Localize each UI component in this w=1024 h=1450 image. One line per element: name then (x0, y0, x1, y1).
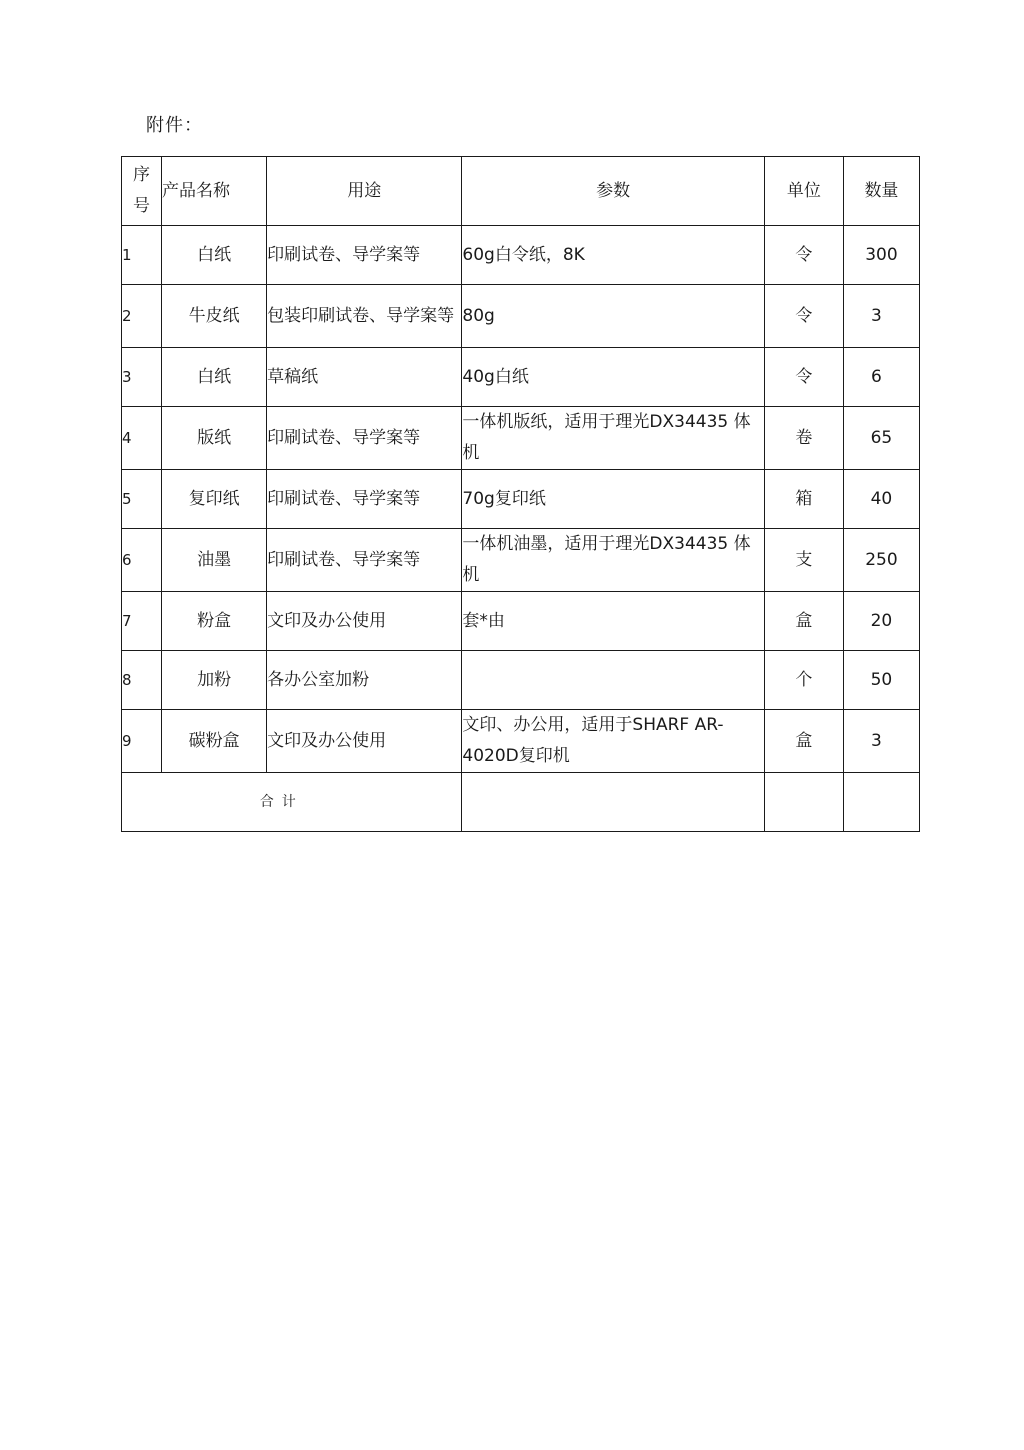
table-row (122, 651, 920, 710)
row-use: 文印及办公使用 (267, 710, 462, 773)
row-no: 3 (122, 348, 162, 407)
row-unit: 卷 (764, 407, 843, 470)
row-qty: 250 (843, 529, 919, 592)
header-name: 产品名称 (162, 157, 267, 226)
header-unit: 单位 (764, 157, 843, 226)
total-row (122, 773, 920, 832)
total-label: 合计 (122, 773, 462, 832)
row-param (462, 651, 764, 710)
row-qty: 65 (843, 407, 919, 470)
row-param: 80g (462, 285, 764, 348)
row-use: 包装印刷试卷、导学案等 (267, 285, 462, 348)
table-row (122, 285, 920, 348)
row-qty: 300 (843, 226, 919, 285)
row-param: 40g白纸 (462, 348, 764, 407)
row-unit: 个 (764, 651, 843, 710)
header-use: 用途 (267, 157, 462, 226)
row-qty: 20 (843, 592, 919, 651)
row-unit: 盒 (764, 710, 843, 773)
row-use: 印刷试卷、导学案等 (267, 470, 462, 529)
row-unit: 令 (764, 226, 843, 285)
table-row (122, 407, 920, 470)
attachment-label: 附件： (146, 115, 203, 136)
row-no: 6 (122, 529, 162, 592)
row-unit: 令 (764, 285, 843, 348)
row-unit: 箱 (764, 470, 843, 529)
row-unit: 盒 (764, 592, 843, 651)
total-qty (843, 773, 919, 832)
row-param: 文印、办公用，适用于SHARF AR-4020D复印机 (462, 710, 764, 773)
row-unit: 支 (764, 529, 843, 592)
row-param: 套*由 (462, 592, 764, 651)
row-use: 印刷试卷、导学案等 (267, 407, 462, 470)
row-name: 碳粉盒 (162, 710, 267, 773)
row-use: 草稿纸 (267, 348, 462, 407)
row-qty: 40 (843, 470, 919, 529)
total-param (462, 773, 764, 832)
table-row (122, 226, 920, 285)
row-param: 一体机油墨，适用于理光DX34435 体机 (462, 529, 764, 592)
row-use: 印刷试卷、导学案等 (267, 226, 462, 285)
row-name: 油墨 (162, 529, 267, 592)
row-param: 60g白令纸，8K (462, 226, 764, 285)
row-no: 9 (122, 710, 162, 773)
row-param: 一体机版纸，适用于理光DX34435 体机 (462, 407, 764, 470)
row-param: 70g复印纸 (462, 470, 764, 529)
row-unit: 令 (764, 348, 843, 407)
header-no: 序号 (122, 157, 162, 226)
row-name: 白纸 (162, 226, 267, 285)
row-no: 4 (122, 407, 162, 470)
row-name: 粉盒 (162, 592, 267, 651)
row-use: 文印及办公使用 (267, 592, 462, 651)
row-no: 7 (122, 592, 162, 651)
header-qty: 数量 (843, 157, 919, 226)
row-name: 加粉 (162, 651, 267, 710)
header-param: 参数 (462, 157, 764, 226)
table-row (122, 592, 920, 651)
supply-list-table (121, 156, 920, 832)
total-unit (764, 773, 843, 832)
table-header-row (122, 157, 920, 226)
row-use: 印刷试卷、导学案等 (267, 529, 462, 592)
row-qty: 50 (843, 651, 919, 710)
row-no: 8 (122, 651, 162, 710)
table-row (122, 529, 920, 592)
row-use: 各办公室加粉 (267, 651, 462, 710)
table-row (122, 348, 920, 407)
row-qty: 3 (843, 710, 919, 773)
row-name: 版纸 (162, 407, 267, 470)
row-qty: 3 (843, 285, 919, 348)
row-no: 1 (122, 226, 162, 285)
row-qty: 6 (843, 348, 919, 407)
table-row (122, 710, 920, 773)
row-no: 2 (122, 285, 162, 348)
table-row (122, 470, 920, 529)
row-no: 5 (122, 470, 162, 529)
row-name: 白纸 (162, 348, 267, 407)
row-name: 复印纸 (162, 470, 267, 529)
row-name: 牛皮纸 (162, 285, 267, 348)
